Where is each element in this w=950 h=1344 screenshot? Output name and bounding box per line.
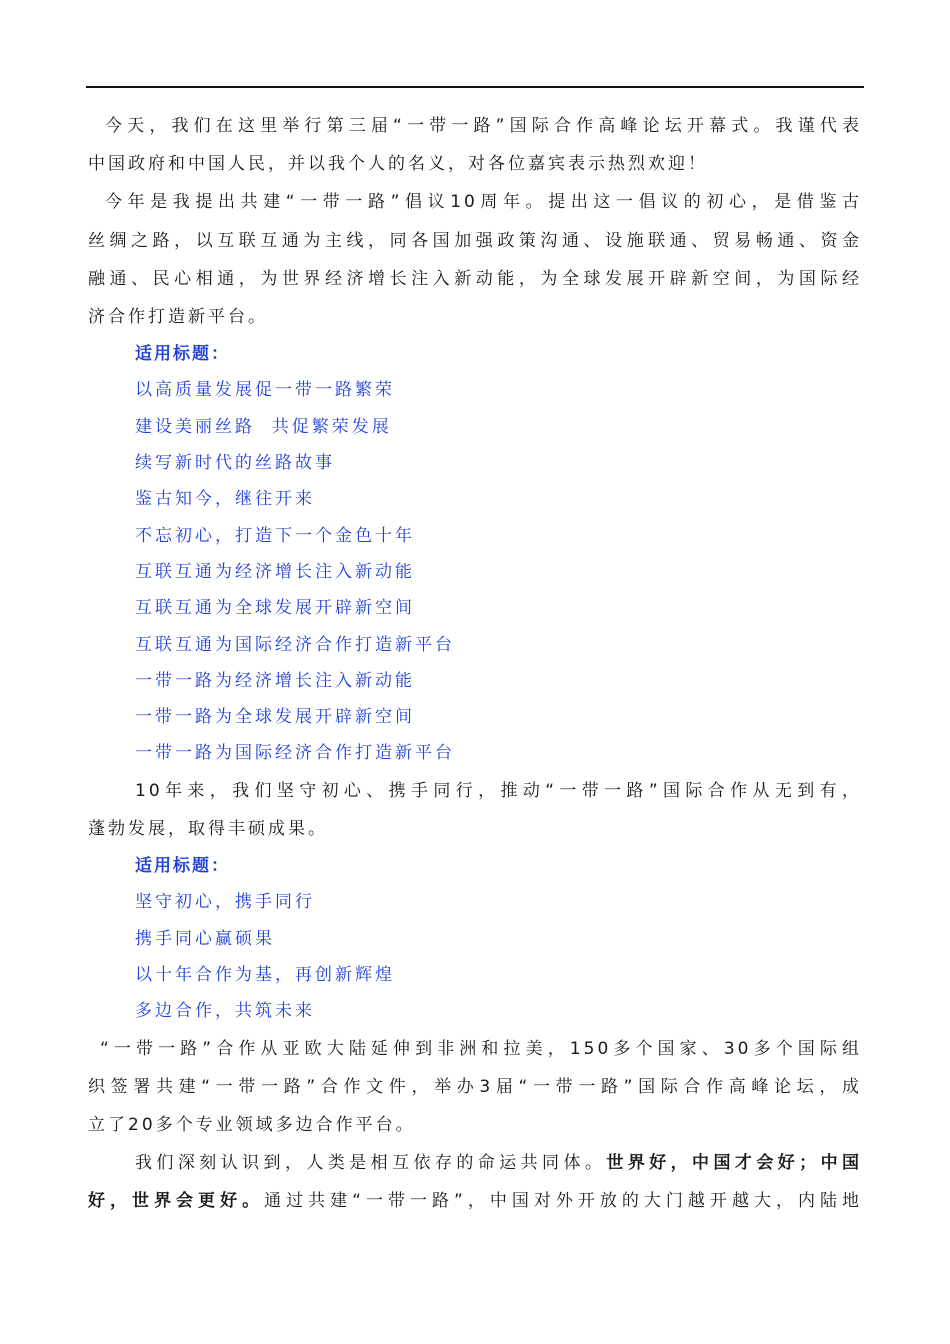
text: 我们深刻认识到，人类是相互依存的命运共同体。 [135, 1153, 607, 1174]
bold-text: 世界好，中国才会好；中国 [606, 1153, 863, 1174]
paragraph-line: 立了20多个专业领域多边合作平台。 [88, 1114, 416, 1135]
paragraph-line: 中国政府和中国人民，并以我个人的名义，对各位嘉宾表示热烈欢迎！ [88, 154, 708, 175]
title-item: 多边合作，共筑未来 [135, 1001, 315, 1022]
title-item: 不忘初心，打造下一个金色十年 [135, 525, 415, 546]
header-rule [86, 86, 864, 88]
title-item: 互联互通为国际经济合作打造新平台 [135, 634, 455, 655]
text: 通过共建“一带一路”，中国对外开放的大门越开越大，内陆地 [264, 1191, 862, 1212]
title-item: 一带一路为国际经济合作打造新平台 [135, 743, 455, 764]
paragraph-line: 织签署共建“一带一路”合作文件，举办3届“一带一路”国际合作高峰论坛，成 [88, 1076, 862, 1097]
title-item: 携手同心赢硕果 [135, 928, 275, 949]
paragraph-line: 融通、民心相通，为世界经济增长注入新动能，为全球发展开辟新空间，为国际经 [88, 268, 862, 289]
title-item: 以十年合作为基，再创新辉煌 [135, 964, 395, 985]
paragraph-line: 济合作打造新平台。 [88, 306, 268, 327]
title-item: 建设美丽丝路 共促繁荣发展 [135, 416, 392, 437]
paragraph-line [88, 1144, 862, 1182]
title-item: 坚守初心，携手同行 [135, 892, 315, 913]
title-item: 鉴古知今，继往开来 [135, 489, 315, 510]
paragraph-line: 丝绸之路，以互联互通为主线，同各国加强政策沟通、设施联通、贸易畅通、资金 [88, 230, 862, 251]
paragraph-line: “一带一路”合作从亚欧大陆延伸到非洲和拉美，150多个国家、30多个国际组 [100, 1038, 862, 1059]
paragraph-line: 今年是我提出共建“一带一路”倡议10周年。提出这一倡议的初心，是借鉴古 [105, 192, 862, 213]
paragraph-line: 10年来，我们坚守初心、携手同行，推动“一带一路”国际合作从无到有， [135, 780, 862, 801]
title-item: 以高质量发展促一带一路繁荣 [135, 380, 395, 401]
document-body [88, 107, 862, 1220]
title-item: 一带一路为全球发展开辟新空间 [135, 707, 415, 728]
bold-text: 好，世界会更好。 [88, 1191, 265, 1212]
title-item: 互联互通为全球发展开辟新空间 [135, 598, 415, 619]
title-item: 续写新时代的丝路故事 [135, 453, 335, 474]
paragraph-line: 蓬勃发展，取得丰硕成果。 [88, 818, 328, 839]
suggested-titles-heading: 适用标题： [135, 856, 230, 877]
suggested-titles-heading: 适用标题： [135, 344, 230, 365]
title-item: 一带一路为经济增长注入新动能 [135, 670, 415, 691]
title-item: 互联互通为经济增长注入新动能 [135, 561, 415, 582]
paragraph-line: 今天，我们在这里举行第三届“一带一路”国际合作高峰论坛开幕式。我谨代表 [105, 116, 862, 136]
paragraph-line [88, 1182, 862, 1220]
